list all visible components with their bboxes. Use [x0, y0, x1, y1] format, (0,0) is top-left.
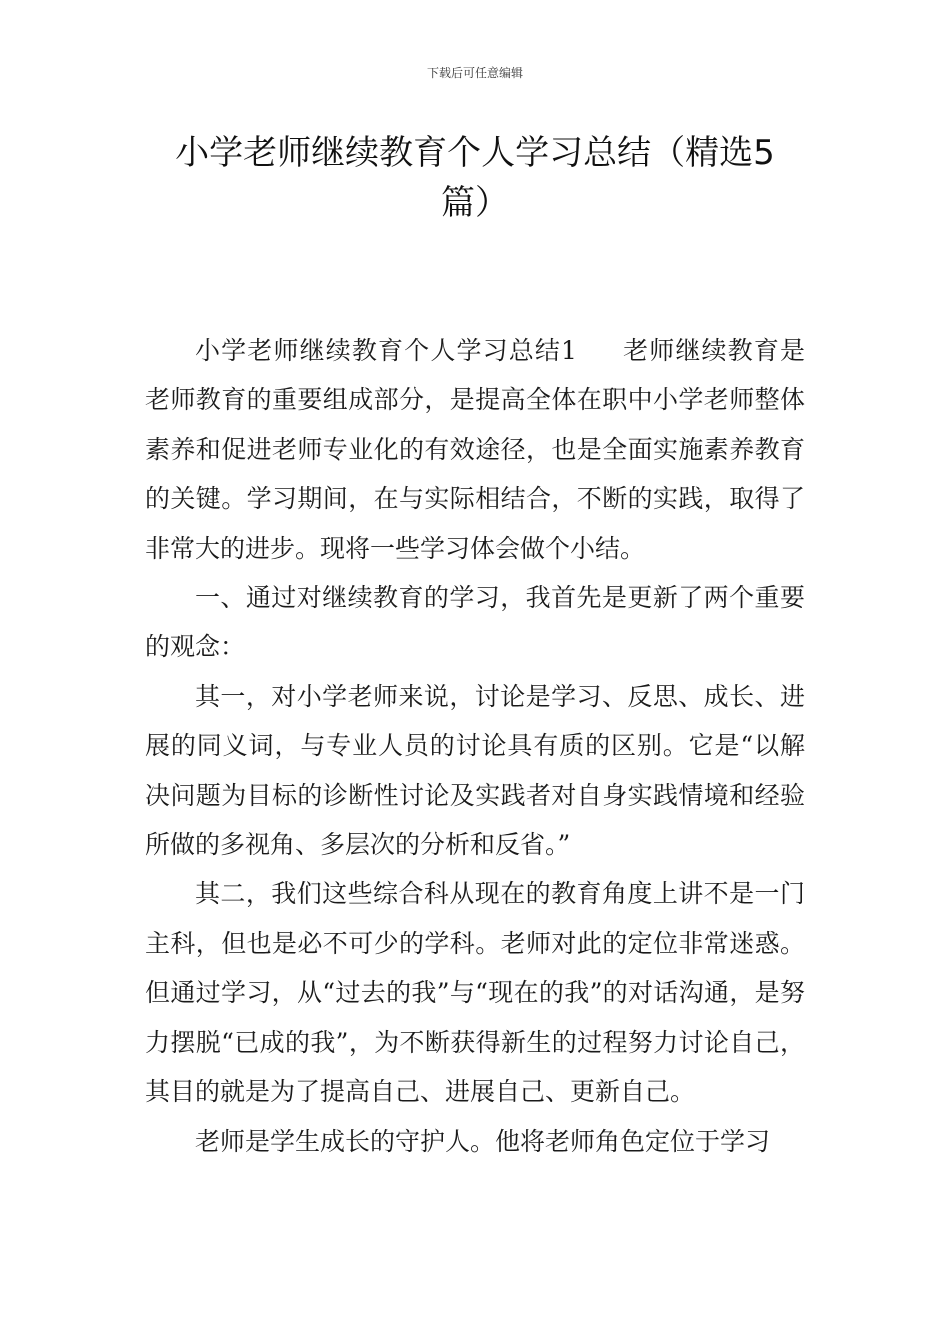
document-title: 小学老师继续教育个人学习总结（精选5篇） [175, 133, 775, 223]
paragraph-1 [145, 326, 805, 573]
section-heading: 小学老师继续教育个人学习总结1 [195, 336, 577, 365]
document-body [145, 326, 805, 1166]
paragraph-2: 一、通过对继续教育的学习，我首先是更新了两个重要的观念： [145, 583, 805, 662]
paragraph-3: 其一，对小学老师来说，讨论是学习、反思、成长、进展的同义词，与专业人员的讨论具有质的区别。它是“以解决问题为目标的诊断性讨论及实践者对自身实践情境和经验所做的多视角、多层次的分析和反省。” [145, 681, 805, 860]
paragraph-5: 老师是学生成长的守护人。他将老师角色定位于学习 [195, 1126, 771, 1156]
header-note: 下载后可任意编辑 [426, 66, 523, 80]
paragraph-4: 其二，我们这些综合科从现在的教育角度上讲不是一门主科，但也是必不可少的学科。老师对此的定位非常迷惑。但通过学习，从“过去的我”与“现在的我”的对话沟通，是努力摆脱“已成的我”，为不断获得新生的过程努力讨论自己，其目的就是为了提高自己、进展自己、更新自己。 [145, 879, 805, 1107]
paragraph-1-text: 老师继续教育是老师教育的重要组成部分，是提高全体在职中小学老师整体素养和促进老师专业化的有效途径，也是全面实施素养教育的关键。学习期间，在与实际相结合，不断的实践，取得了非常大的进步。现将一些学习体会做个小结。 [145, 336, 805, 563]
